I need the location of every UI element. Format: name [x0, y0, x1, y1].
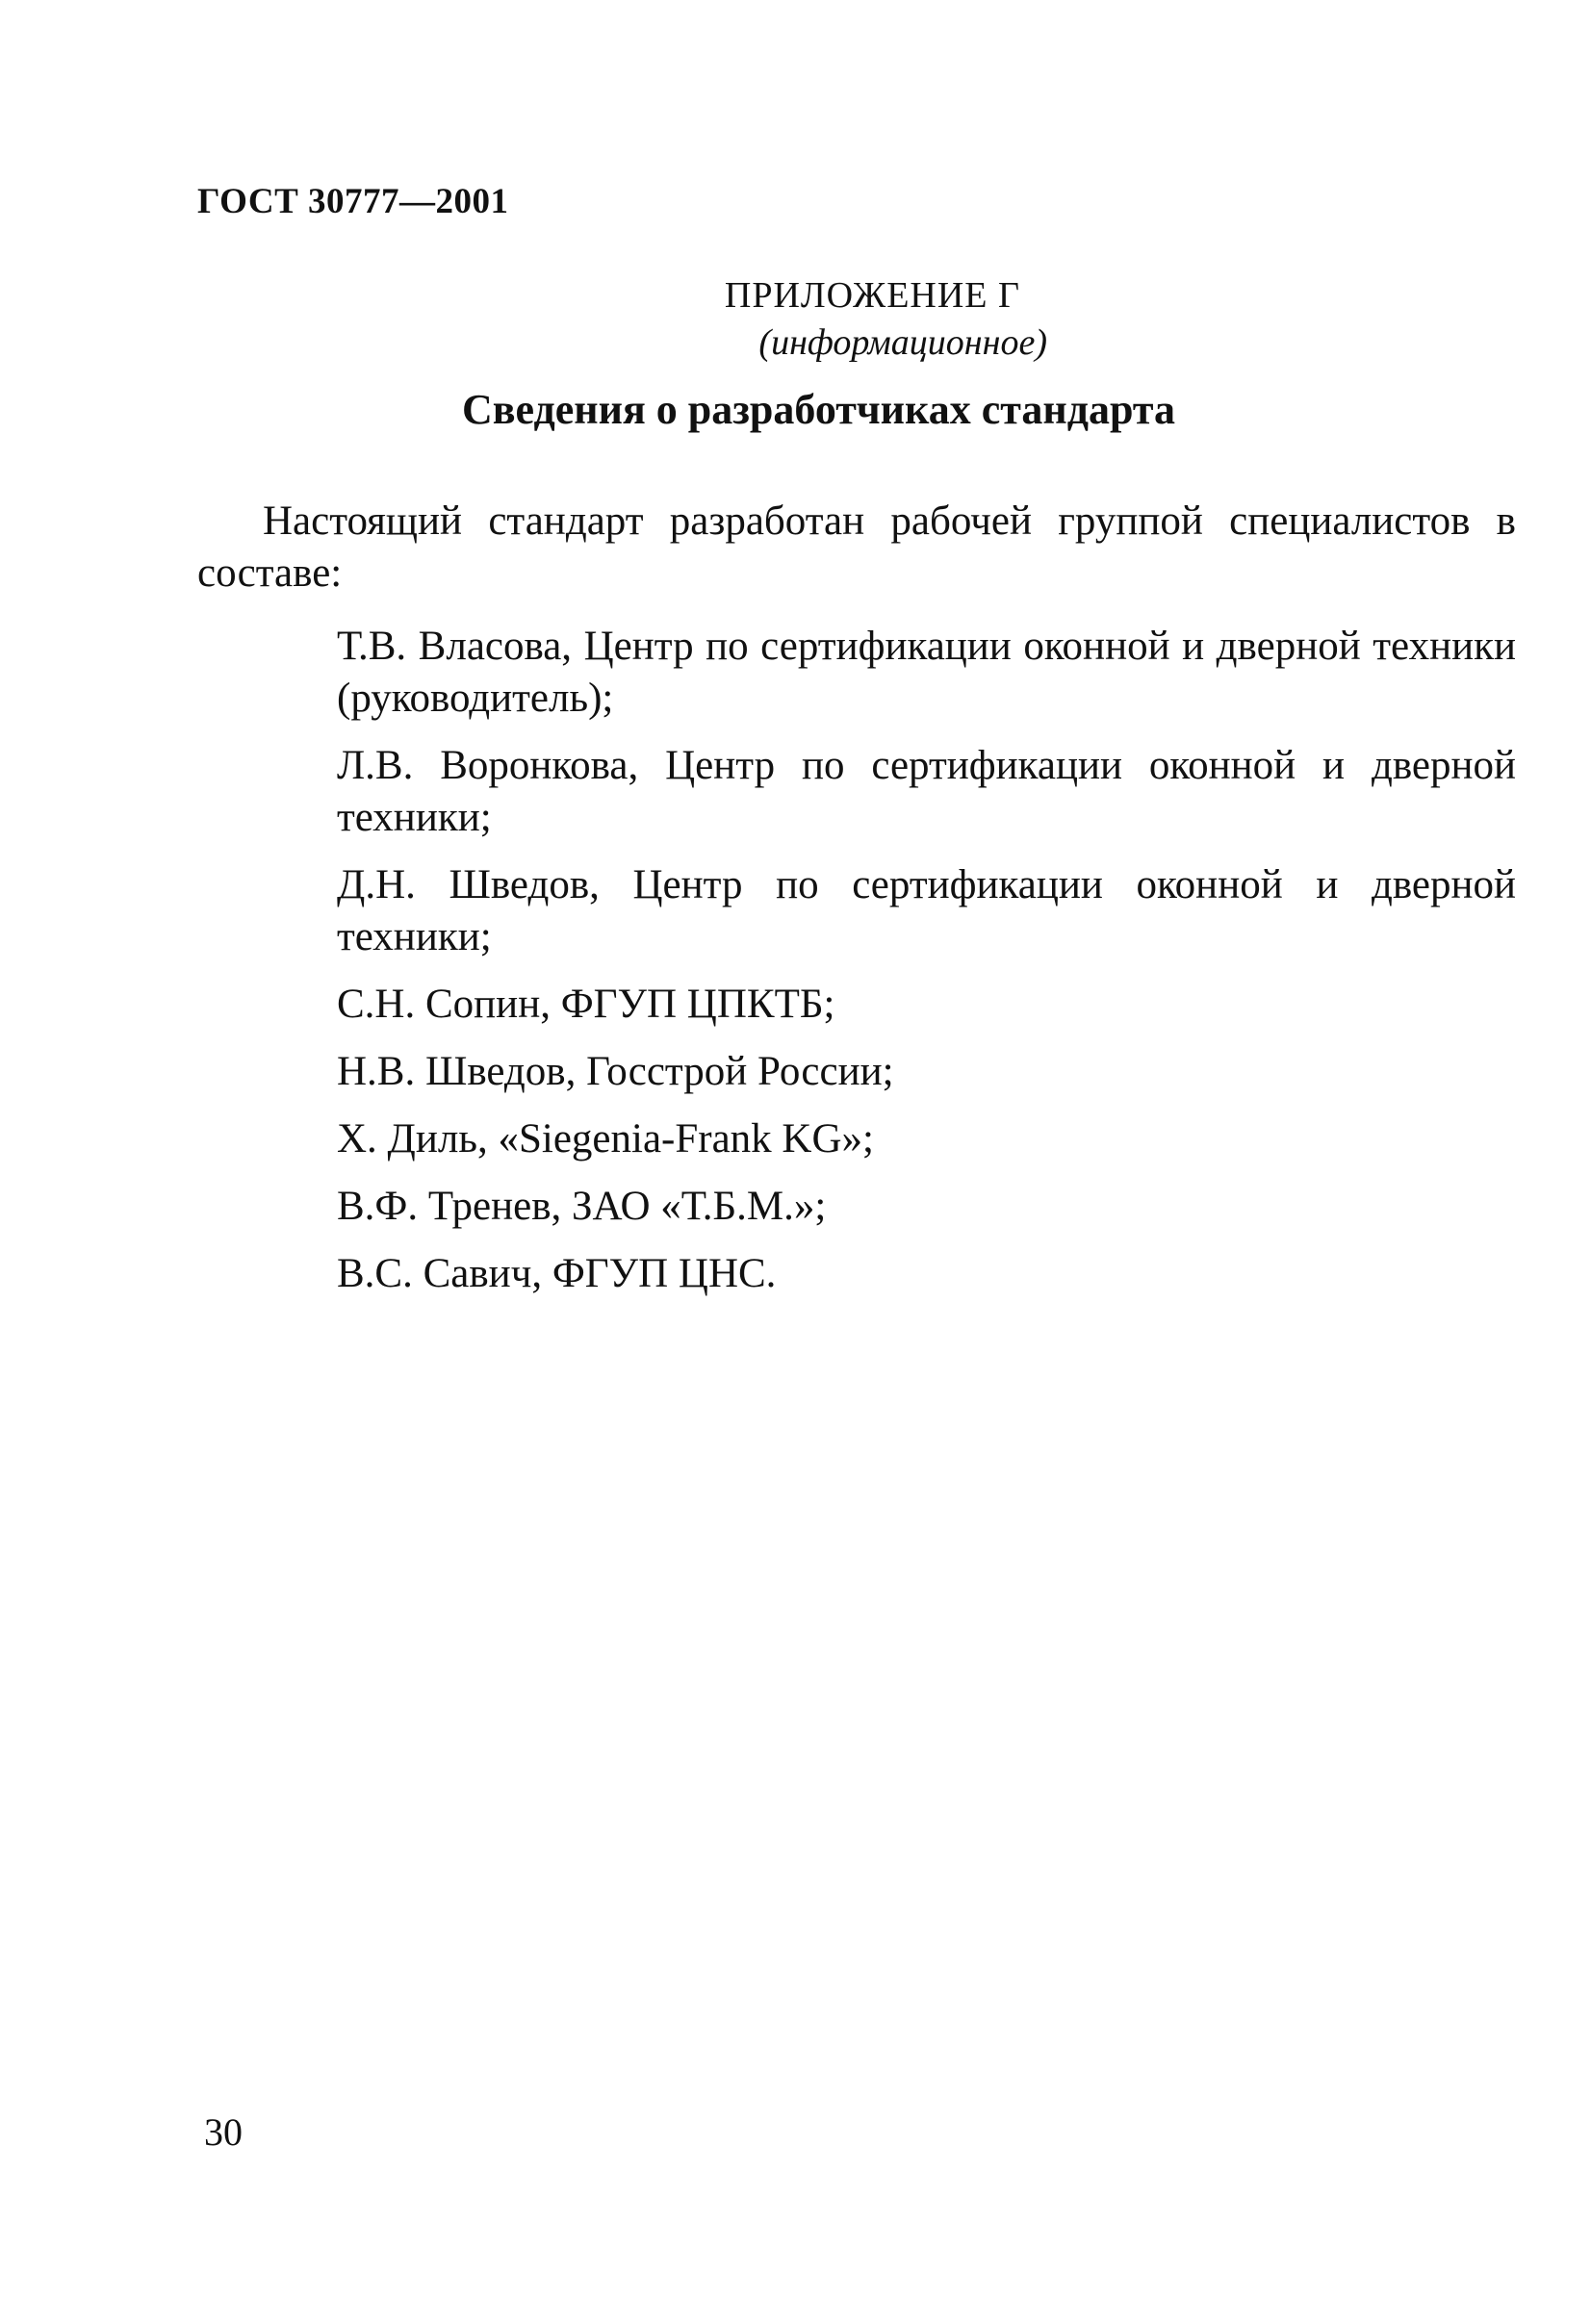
- intro-paragraph: Настоящий стандарт разработан рабочей группой специалистов в составе:: [197, 498, 1516, 596]
- developer-entry: Н.В. Шведов, Госстрой России;: [337, 1049, 894, 1094]
- developer-entry: Т.В. Власова, Центр по сертификации оконной и дверной техники (руководитель);: [337, 624, 1516, 721]
- appendix-note: (информационное): [758, 322, 1047, 363]
- section-title: Сведения о разработчиках стандарта: [462, 386, 1176, 433]
- developer-entry: В.Ф. Тренев, ЗАО «Т.Б.М.»;: [337, 1184, 827, 1229]
- developer-entry: Л.В. Воронкова, Центр по сертификации оконной и дверной техники;: [337, 743, 1516, 840]
- developer-entry: С.Н. Сопин, ФГУП ЦПКТБ;: [337, 982, 835, 1027]
- appendix-label: ПРИЛОЖЕНИЕ Г: [724, 275, 1020, 316]
- page-number: 30: [204, 2110, 243, 2154]
- document-code-header: ГОСТ 30777—2001: [197, 182, 509, 221]
- developer-entry: В.С. Савич, ФГУП ЦНС.: [337, 1251, 777, 1296]
- developers-list: [337, 621, 1516, 1315]
- developer-entry: Х. Диль, «Siegenia-Frank KG»;: [337, 1116, 874, 1162]
- developer-entry: Д.Н. Шведов, Центр по сертификации оконной и дверной техники;: [337, 862, 1516, 959]
